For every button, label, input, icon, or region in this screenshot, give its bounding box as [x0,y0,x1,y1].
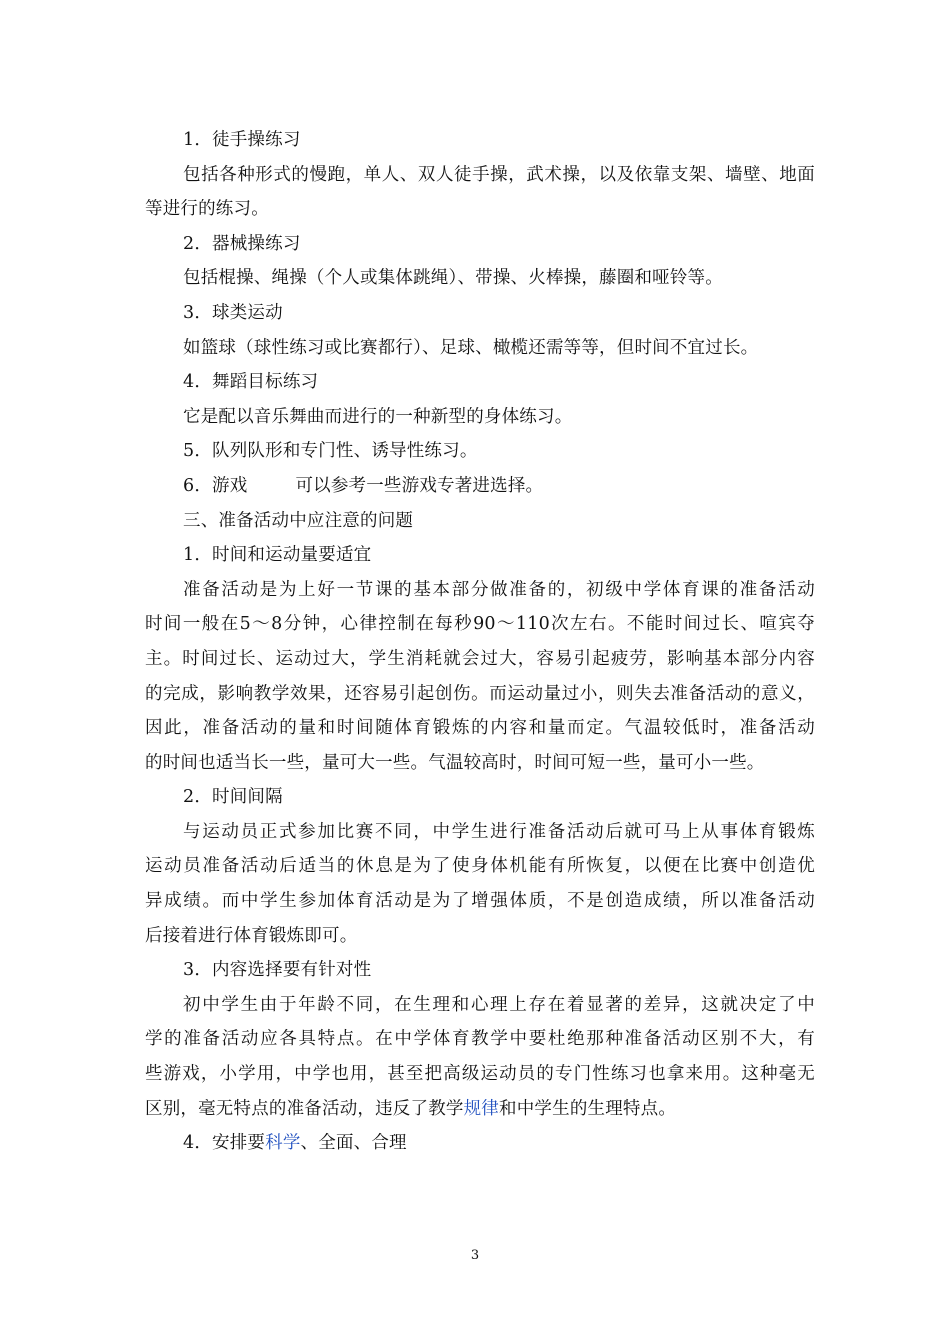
page-number: 3 [470,1248,480,1263]
paragraph-interval-line-2 [145,849,815,884]
heading-interval [145,780,815,815]
line-text-continued: 和中学生的生理特点。 [499,1098,677,1119]
line-text: 它是配以音乐舞曲而进行的一种新型的身体练习。 [183,406,573,427]
section-heading-issues [145,504,815,539]
link-science[interactable]: 科学 [265,1133,301,1154]
paragraph-time-line-6 [145,746,815,781]
line-text: 4．舞蹈目标练习 [183,372,319,393]
line-text: 6．游戏 [183,475,248,496]
line-text: 等进行的练习。 [145,199,269,220]
paragraph-content-line-3 [145,1057,815,1092]
heading-warmup-freehand [145,123,815,158]
line-text: 1．徒手操练习 [183,130,301,150]
heading-arrangement [145,1126,815,1161]
line-text: 如篮球（球性练习或比赛都行）、足球、橄榄还需等等，但时间不宜过长。 [183,337,759,358]
paragraph-ball-games [145,331,815,366]
line-text: 三、准备活动中应注意的问题 [183,510,414,531]
paragraph-time-line-3 [145,642,815,677]
paragraph-content-line-4 [145,1092,815,1127]
line-text: 3．球类运动 [183,302,283,323]
line-text: 3．内容选择要有针对性 [183,960,372,981]
line-text: 运动员准备活动后适当的休息是为了使身体机能有所恢复，以便在比赛中创造优 [145,856,815,877]
line-text: 2．器械操练习 [183,233,301,254]
heading-dance [145,365,815,400]
document-body [145,123,815,1161]
line-text: 5．队列队形和专门性、诱导性练习。 [183,441,478,462]
paragraph-time-line-1 [145,573,815,608]
line-text: 异成绩。而中学生参加体育活动是为了增强体质，不是创造成绩，所以准备活动 [145,891,815,912]
line-text-continued: 、全面、合理 [300,1133,407,1154]
line-text: 学的准备活动应各具特点。在中学体育教学中要杜绝那种准备活动区别不大，有 [145,1029,815,1050]
line-text: 与运动员正式参加比赛不同，中学生进行准备活动后就可马上从事体育锻炼 [183,821,815,842]
heading-content-selection [145,953,815,988]
line-text: 因此，准备活动的量和时间随体育锻炼的内容和量而定。气温较低时，准备活动 [145,718,815,739]
paragraph-content-line-2 [145,1022,815,1057]
heading-ball-games [145,296,815,331]
line-text: 的完成，影响教学效果，还容易引起创伤。而运动量过小，则失去准备活动的意义， [145,683,815,704]
heading-time-and-load [145,538,815,573]
line-text-continued: 可以参考一些游戏专著进选择。 [295,475,544,496]
line-text: 2．时间间隔 [183,787,283,808]
line-text: 区别，毫无特点的准备活动，违反了教学 [145,1098,464,1119]
line-text: 的时间也适当长一些，量可大一些。气温较高时，时间可短一些，量可小一些。 [145,752,765,773]
heading-apparatus [145,227,815,262]
line-text: 后接着进行体育锻炼即可。 [145,925,358,946]
paragraph-time-line-4 [145,677,815,712]
paragraph-time-line-5 [145,711,815,746]
paragraph-interval-line-3 [145,884,815,919]
heading-games [145,469,815,504]
line-text: 时间一般在5～8分钟，心律控制在每秒90～110次左右。不能时间过长、喧宾夺 [145,614,815,635]
paragraph-time-line-2 [145,607,815,642]
line-text: 些游戏，小学用，中学也用，甚至把高级运动员的专门性练习也拿来用。这种毫无 [145,1064,815,1085]
line-text: 包括棍操、绳操（个人或集体跳绳）、带操、火棒操，藤圈和哑铃等。 [183,268,723,289]
link-rules[interactable]: 规律 [463,1098,500,1119]
paragraph-apparatus [145,261,815,296]
paragraph-freehand-line-1 [145,158,815,193]
line-text: 初中学生由于年龄不同，在生理和心理上存在着显著的差异，这就决定了中 [183,994,815,1015]
paragraph-interval-line-1 [145,815,815,850]
line-text: 1．时间和运动量要适宜 [183,545,372,566]
line-text: 准备活动是为上好一节课的基本部分做准备的，初级中学体育课的准备活动 [183,579,815,600]
paragraph-dance [145,400,815,435]
line-text: 4．安排要 [183,1133,266,1154]
paragraph-content-line-1 [145,988,815,1023]
line-text: 包括各种形式的慢跑，单人、双人徒手操，武术操，以及依靠支架、墙壁、地面 [183,164,815,185]
line-text: 主。时间过长、运动过大，学生消耗就会过大，容易引起疲劳，影响基本部分内容 [145,648,815,669]
heading-formation [145,434,815,469]
paragraph-freehand-line-2 [145,192,815,227]
paragraph-interval-line-4 [145,919,815,954]
